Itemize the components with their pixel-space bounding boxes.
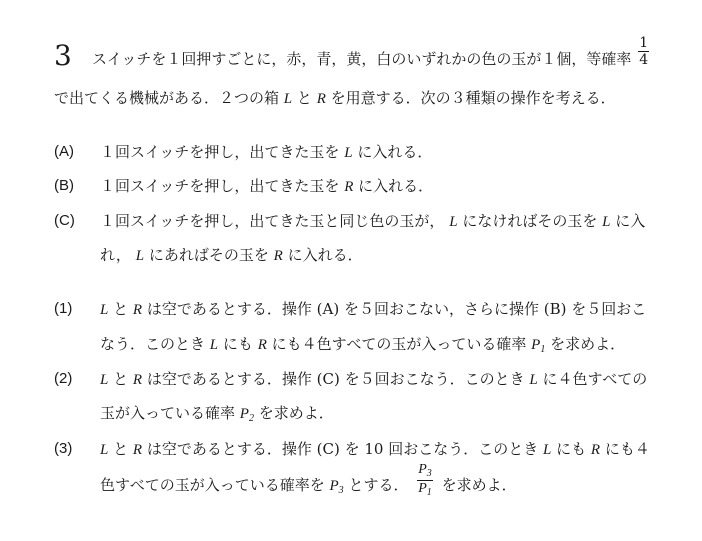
op-c-2c: に入れる．: [287, 246, 363, 264]
q1-var-3: L: [209, 337, 219, 353]
op-c-2b: にあればその玉を: [148, 246, 269, 264]
q3-prob-var: $P_3$: [329, 478, 344, 496]
q2-prob-var: $P_2$: [239, 406, 254, 424]
fraction-numerator: 1: [639, 34, 649, 51]
op-b-var: R: [344, 179, 354, 195]
q3-ratio-denominator: $P_1$: [418, 480, 432, 498]
op-c-1c: に入: [615, 212, 646, 230]
op-c-label: (C): [54, 212, 75, 229]
q3-label: (3): [54, 440, 73, 457]
intro-line-2: [54, 87, 616, 110]
q3-2b: とする．: [348, 476, 409, 494]
q1-2d: を求めよ．: [550, 335, 626, 353]
q2-2d: を求めよ．: [258, 404, 334, 422]
q1-label: (1): [54, 300, 73, 317]
q1-line-1: [100, 298, 646, 321]
op-c-line-1: [100, 210, 645, 233]
op-a-part-2: に入れる．: [357, 143, 433, 161]
q1-var-4: R: [257, 337, 267, 353]
q1-2c: にも４色すべての玉が入っている確率: [271, 335, 527, 353]
q2-label: (2): [54, 370, 73, 387]
q1-var-2: R: [132, 302, 143, 318]
q1-prob-var: $P_1$: [531, 337, 546, 355]
q3-var-1: L: [100, 442, 109, 458]
q3-var-4: R: [590, 442, 601, 458]
q1-2a: なう．このとき: [100, 335, 206, 353]
intro-text-2c: を用意する．次の３種類の操作を考える．: [330, 89, 616, 107]
op-c-2a: れ，: [100, 246, 131, 264]
intro-text-1: スイッチを１回押すごとに，赤，青，黄，白のいずれかの色の玉が１個，等確率: [92, 50, 632, 68]
q3-ratio-numerator: $P_3$: [418, 461, 432, 479]
q3-2a: 色すべての玉が入っている確率を: [100, 476, 325, 494]
q3-line-1: [100, 438, 650, 461]
op-b-text: [100, 175, 433, 198]
q2-1b: は空であるとする．操作 (C) を５回おこなう．このとき: [146, 370, 525, 388]
op-c-var-3: L: [135, 248, 145, 264]
op-c-1a: １回スイッチを押し，出てきた玉と同じ色の玉が，: [100, 212, 445, 230]
q1-line-2: [100, 333, 625, 361]
op-a-var: L: [344, 145, 353, 161]
q3-1a: と: [113, 440, 129, 458]
q1-1b: は空であるとする．操作 (A) を５回おこない，さらに操作 (B) を５回おこ: [146, 300, 647, 318]
fraction-denominator: 4: [639, 51, 649, 68]
op-c-var-4: R: [273, 248, 283, 264]
q3-1d: にも４: [604, 440, 650, 458]
q2-var-3: L: [529, 372, 538, 388]
var-L: L: [283, 91, 293, 107]
intro-text-2a: で出てくる機械がある．２つの箱: [54, 89, 280, 107]
op-b-part-1: １回スイッチを押し，出てきた玉を: [100, 177, 340, 195]
op-b-part-2: に入れる．: [358, 177, 434, 195]
intro-text-2b: と: [296, 89, 312, 107]
q3-1c: にも: [556, 440, 587, 458]
q3-var-2: R: [132, 442, 143, 458]
q1-2b: にも: [222, 335, 253, 353]
probability-fraction: [638, 36, 649, 67]
q2-line-2: [100, 402, 334, 430]
intro-line-1: [92, 34, 649, 70]
q1-var-1: L: [100, 302, 109, 318]
q2-1c: に４色すべての: [542, 370, 648, 388]
q3-var-3: L: [543, 442, 552, 458]
op-c-line-2: [100, 244, 363, 267]
op-a-part-1: １回スイッチを押し，出てきた玉を: [100, 143, 340, 161]
problem-number: 3: [54, 39, 72, 72]
q2-2a: 玉が入っている確率: [100, 404, 236, 422]
q2-var-1: L: [100, 372, 109, 388]
op-a-text: [100, 141, 432, 164]
var-R: R: [316, 91, 326, 107]
op-a-label: (A): [54, 143, 74, 160]
op-c-var-2: L: [602, 214, 611, 230]
op-b-label: (B): [54, 177, 74, 194]
q2-1a: と: [113, 370, 129, 388]
q2-line-1: [100, 368, 647, 391]
op-c-1b: になければその玉を: [462, 212, 598, 230]
q3-line-2: [100, 461, 517, 502]
q2-var-2: R: [132, 372, 143, 388]
op-c-var-1: L: [449, 214, 458, 230]
q3-1b: は空であるとする．操作 (C) を 10 回おこなう．このとき: [146, 440, 539, 458]
q3-ratio-fraction: [417, 463, 433, 498]
q1-1a: と: [113, 300, 129, 318]
q3-2c: を求めよ．: [441, 476, 517, 494]
